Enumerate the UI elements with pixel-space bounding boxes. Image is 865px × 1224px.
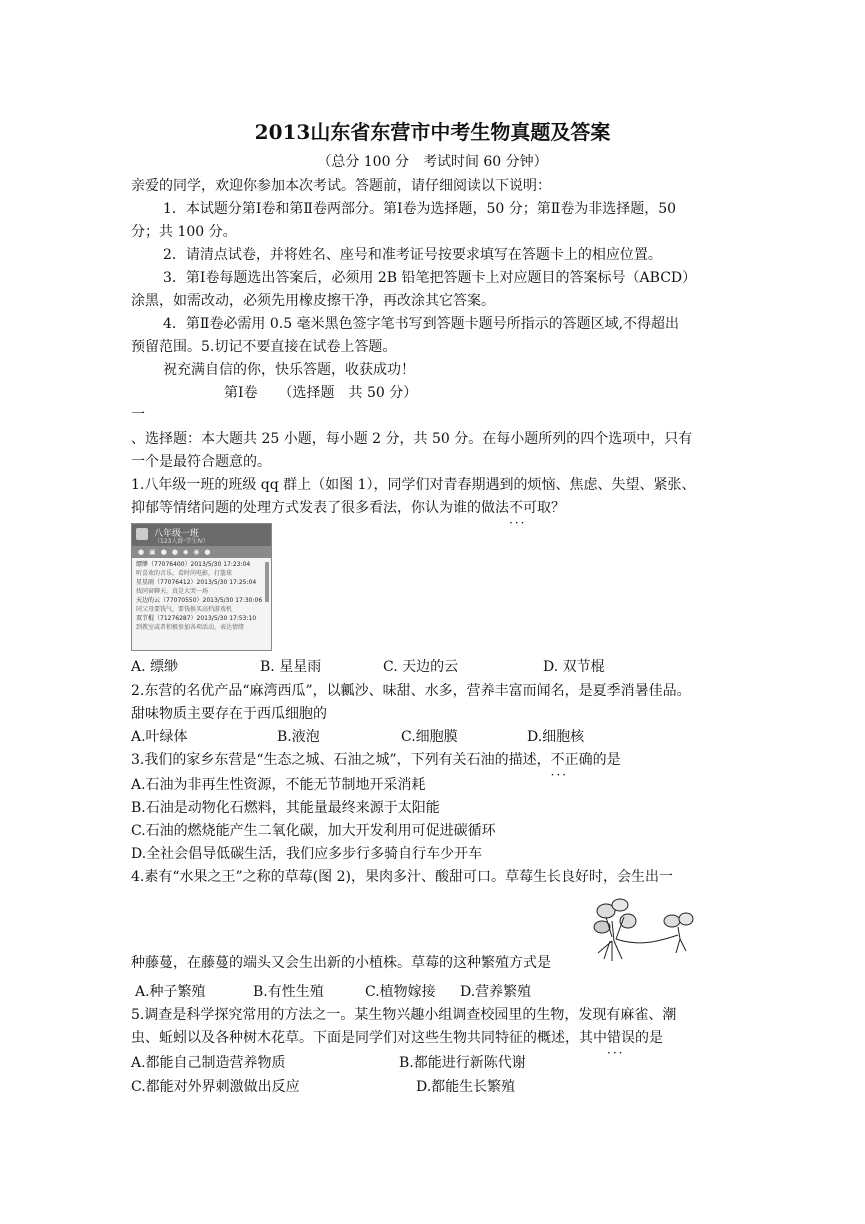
- page-title: 2013山东省东营市中考生物真题及答案: [254, 120, 611, 144]
- group-avatar-icon: [136, 528, 148, 540]
- question-2-stem-cont: 甜味物质主要存在于西瓜细胞的: [131, 706, 327, 722]
- q4-option-c: C.植物嫁接: [365, 984, 436, 1000]
- question-5-stem: 5.调查是科学探究常用的方法之一。某生物兴趣小组调查校园里的生物，发现有麻雀、潮: [131, 1007, 677, 1023]
- section-description: 、选择题：本大题共 25 小题，每小题 2 分，共 50 分。在每小题所列的四个选项中，只有: [131, 431, 693, 447]
- qq-message-text: 同父母要钱气，要钱换买高档游戏机: [136, 606, 233, 613]
- qq-message-user: 双节棍（71276287）2013/5/30 17:53:10: [136, 615, 257, 622]
- question-1-stem-cont: [131, 498, 565, 518]
- qq-header: [132, 524, 271, 546]
- q2-option-a: A.叶绿体: [131, 729, 188, 745]
- q3-option-b: B.石油是动物化石燃料，其能量最终来源于太阳能: [131, 800, 440, 816]
- q5-option-d: D.都能生长繁殖: [416, 1079, 516, 1095]
- page-subtitle: （总分 100 分 考试时间 60 分钟）: [317, 154, 548, 170]
- q4-option-d: D.营养繁殖: [460, 984, 532, 1000]
- question-2-stem: 2.东营的名优产品“麻湾西瓜”，以瓤沙、味甜、水多，营养丰富而闻名，是夏季消暑佳品。: [131, 683, 691, 699]
- instruction-3-cont: 涂黑，如需改动，必须先用橡皮擦干净，再改涂其它答案。: [131, 293, 495, 309]
- question-3-stem: [131, 750, 621, 770]
- qq-toolbar-icons: ●▣●●◆◉●: [132, 546, 271, 558]
- q4-option-b: B.有性生殖: [253, 984, 324, 1000]
- q3-option-c: C.石油的燃烧能产生二氧化碳，加大开发利用可促进碳循环: [131, 823, 496, 839]
- section-dash: 一: [131, 407, 145, 423]
- q1-option-c: C. 天边的云: [383, 659, 459, 675]
- qq-group-name: 八年级一班: [154, 529, 200, 539]
- qq-chat-figure: [131, 523, 272, 651]
- qq-message-user: 天边的云（77070550）2013/5/30 17:30:06: [136, 597, 263, 604]
- q1-option-a: A. 缥缈: [131, 659, 179, 675]
- q5-option-c: C.都能对外界刺激做出反应: [131, 1079, 300, 1095]
- q5-option-b: B.都能进行新陈代谢: [399, 1055, 526, 1071]
- q2-option-c: C.细胞膜: [401, 729, 458, 745]
- q2-option-d: D.细胞核: [527, 729, 585, 745]
- instruction-1: 1．本试题分第Ⅰ卷和第Ⅱ卷两部分。第Ⅰ卷为选择题，50 分；第Ⅱ卷为非选择题，50: [163, 201, 677, 217]
- instruction-4: 4．第Ⅱ卷必需用 0.5 毫米黑色签字笔书写到答题卡题号所指示的答题区域,不得超出: [163, 316, 680, 332]
- q4-option-a: A.种子繁殖: [135, 984, 206, 1000]
- q3-option-d: D.全社会倡导低碳生活，我们应多步行多骑自行车少开车: [131, 846, 483, 862]
- section-heading: 第Ⅰ卷 （选择题 共 50 分）: [224, 385, 418, 401]
- wish-text: 祝充满自信的你，快乐答题，收获成功！: [163, 362, 415, 378]
- q1-option-b: B. 星星雨: [260, 659, 322, 675]
- qq-message-user: 星星雨（77076412）2013/5/30 17:25:04: [136, 579, 257, 586]
- question-5-stem-cont: [131, 1028, 663, 1048]
- qq-message-text: 到教室或者积极参加各项活动，表达情绪: [136, 624, 245, 631]
- instruction-4-cont: 预留范围。5.切记不要直接在试卷上答题。: [131, 339, 397, 355]
- intro-text: 亲爱的同学，欢迎你参加本次考试。答题前，请仔细阅读以下说明：: [131, 178, 551, 194]
- question-4-stem-cont: 种藤蔓，在藤蔓的端头又会生出新的小植株。草莓的这种繁殖方式是: [131, 955, 551, 971]
- q3-option-a: A.石油为非再生性资源，不能无节制地开采消耗: [131, 777, 426, 793]
- section-description-cont: 一个是最符合题意的。: [131, 454, 271, 470]
- emphasis-text: 不正确 ···: [551, 752, 593, 768]
- qq-group-sub: （123人群·学生Ⅳ）: [154, 538, 209, 545]
- qq-message-list: [132, 558, 271, 632]
- question-1-stem-end: ？: [551, 500, 565, 516]
- question-5-stem-text: 虫、蚯蚓以及各种树木花草。下面是同学们对这些生物共同特征的概述，其中: [131, 1030, 607, 1046]
- question-1-stem-text: 抑郁等情绪问题的处理方式发表了很多看法，你认为谁的做法: [131, 500, 509, 516]
- q5-option-a: A.都能自己制造营养物质: [131, 1055, 286, 1071]
- question-3-stem-text: 3.我们的家乡东营是“生态之城、石油之城”，下列有关石油的描述，: [131, 752, 551, 768]
- qq-scrollbar: [265, 562, 269, 602]
- emphasis-text: 不可取 ···: [509, 500, 551, 516]
- question-1-stem: 1.八年级一班的班级 qq 群上（如图 1），同学们对青春期遇到的烦恼、焦虑、失望、紧张、: [131, 477, 696, 493]
- instruction-3: 3．第Ⅰ卷每题选出答案后，必须用 2B 铅笔把答题卡上对应题目的答案标号（ABCD）: [163, 270, 697, 286]
- emphasis-text: 错误 ···: [607, 1030, 635, 1046]
- q1-option-d: D. 双节棍: [543, 659, 605, 675]
- qq-message-user: 缥缈（77076400）2013/5/30 17:23:04: [136, 561, 251, 568]
- qq-message-text: 找同窗聊天，真是大哭一场: [136, 588, 209, 595]
- q2-option-b: B.液泡: [277, 729, 320, 745]
- instruction-2: 2．请清点试卷，并将姓名、座号和准考证号按要求填写在答题卡上的相应位置。: [163, 247, 662, 263]
- strawberry-plant-figure: [590, 897, 700, 972]
- qq-message-text: 听喜欢的音乐，看时尚电影，打篮球: [136, 570, 233, 577]
- question-5-stem-end: 的是: [635, 1030, 663, 1046]
- question-3-stem-end: 的是: [592, 752, 621, 768]
- question-4-stem: 4.素有“水果之王”之称的草莓(图 2)，果肉多汁、酸甜可口。草莓生长良好时，会生出一: [131, 869, 673, 885]
- instruction-1-cont: 分；共 100 分。: [131, 224, 237, 240]
